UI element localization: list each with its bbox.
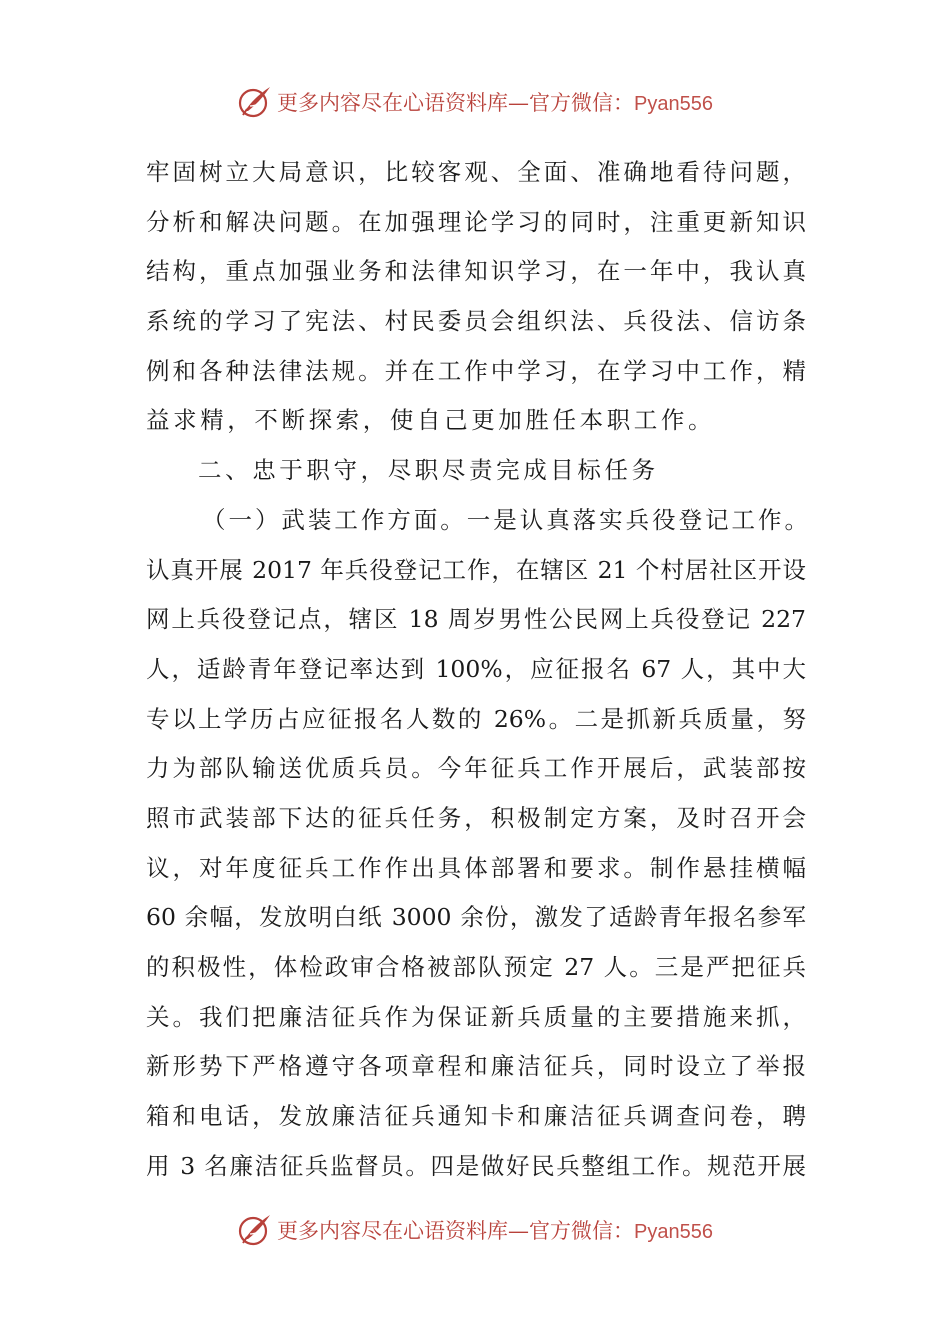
section-heading-2: 二、忠于职守，尽职尽责完成目标任务 (198, 456, 659, 485)
text-line-8: （一）武装工作方面。一是认真落实兵役登记工作。 (202, 505, 806, 534)
header-banner-main: 更多内容尽在心语资料库 (277, 91, 509, 115)
text-line-10: 网上兵役登记点，辖区 18 周岁男性公民网上兵役登记 227 (146, 605, 806, 634)
text-line-21: 用 3 名廉洁征兵监督员。四是做好民兵整组工作。规范开展 (146, 1151, 806, 1180)
text-line-9: 认真开展 2017 年兵役登记工作，在辖区 21 个村居社区开设 (146, 555, 806, 584)
text-line-6: 益求精，不断探索，使自己更加胜任本职工作。 (146, 406, 716, 435)
text-line-19: 新形势下严格遵守各项章程和廉洁征兵，同时设立了举报 (146, 1052, 806, 1081)
footer-banner-wechat-label: 官方微信： (529, 1219, 635, 1243)
quill-logo-icon (237, 84, 273, 120)
text-line-18: 关。我们把廉洁征兵作为保证新兵质量的主要措施来抓， (146, 1002, 806, 1031)
text-line-17: 的积极性，体检政审合格被部队预定 27 人。三是严把征兵 (146, 953, 806, 981)
footer-banner-text (277, 1215, 713, 1245)
text-line-12: 专以上学历占应征报名人数的 26%。二是抓新兵质量，努 (146, 704, 806, 733)
header-banner (0, 80, 950, 124)
footer-banner-dash: — (508, 1219, 530, 1243)
text-line-1: 牢固树立大局意识，比较客观、全面、准确地看待问题， (146, 158, 806, 186)
text-line-20: 箱和电话，发放廉洁征兵通知卡和廉洁征兵调查问卷，聘 (146, 1102, 806, 1131)
header-banner-inner (237, 84, 713, 120)
header-banner-text (277, 87, 713, 117)
header-banner-dash: — (508, 91, 530, 115)
footer-banner (0, 1208, 950, 1252)
document-body (146, 148, 806, 1191)
text-line-4: 系统的学习了宪法、村民委员会组织法、兵役法、信访条 (146, 307, 806, 336)
text-line-11: 人，适龄青年登记率达到 100%，应征报名 67 人，其中大 (146, 654, 806, 683)
text-line-5: 例和各种法律法规。并在工作中学习，在学习中工作，精 (146, 356, 806, 385)
footer-banner-inner (237, 1212, 713, 1248)
text-line-2: 分析和解决问题。在加强理论学习的同时，注重更新知识 (146, 207, 806, 236)
header-banner-wechat-label: 官方微信： (529, 91, 635, 115)
text-line-14: 照市武装部下达的征兵任务，积极制定方案，及时召开会 (146, 803, 806, 832)
quill-logo-icon (237, 1212, 273, 1248)
header-banner-wechat-id: Pyan556 (634, 93, 713, 115)
text-line-13: 力为部队输送优质兵员。今年征兵工作开展后，武装部按 (146, 754, 806, 783)
footer-banner-main: 更多内容尽在心语资料库 (277, 1219, 509, 1243)
footer-banner-wechat-id: Pyan556 (634, 1221, 713, 1243)
text-line-16: 60 余幅，发放明白纸 3000 余份，激发了适龄青年报名参军 (146, 903, 806, 932)
text-line-3: 结构，重点加强业务和法律知识学习，在一年中，我认真 (146, 257, 806, 286)
text-line-15: 议，对年度征兵工作作出具体部署和要求。制作悬挂横幅 (146, 853, 806, 882)
